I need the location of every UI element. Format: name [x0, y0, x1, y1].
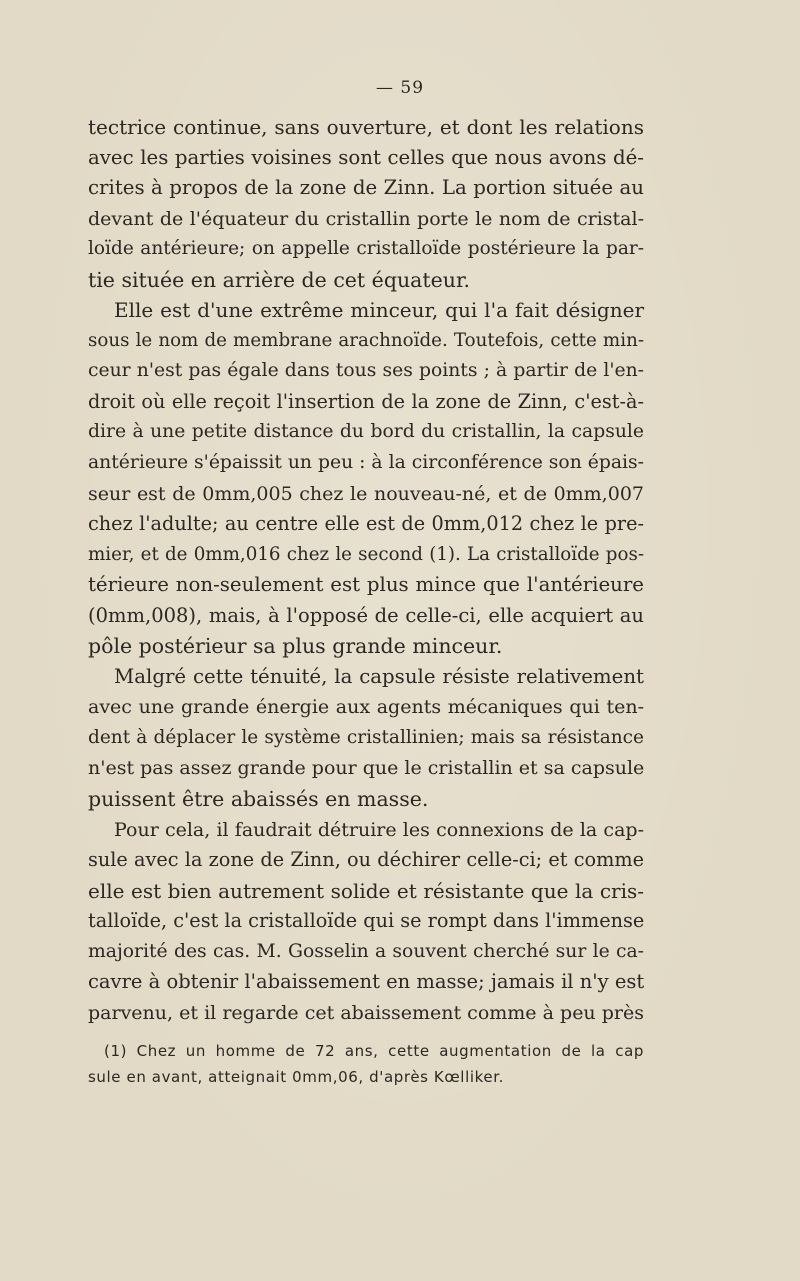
text-line: majorité des cas. M. Gosselin a souvent cherché sur le ca- — [88, 940, 644, 962]
text-line: dire à une petite distance du bord du cristallin, la capsule — [88, 421, 644, 443]
footnote — [88, 1038, 644, 1090]
text-line: seur est de 0mm,005 chez le nouveau-né, et de 0mm,007 — [88, 482, 644, 505]
page-number: — 59 — [375, 78, 425, 98]
text-line: Malgré cette ténuité, la capsule résiste relativement — [114, 664, 644, 688]
text-line: tectrice continue, sans ouverture, et dont les relations — [88, 115, 644, 139]
text-line: Pour cela, il faudrait détruire les connexions de la cap- — [114, 818, 644, 841]
text-line: dent à déplacer le système cristallinien; mais sa résistance — [88, 726, 644, 748]
text-line: sous le nom de membrane arachnoïde. Toutefois, cette min- — [88, 329, 644, 351]
text-line: pôle postérieur sa plus grande minceur. — [88, 634, 503, 659]
text-line: mier, et de 0mm,016 chez le second (1). La cristalloïde pos- — [88, 543, 644, 565]
text-line: crites à propos de la zone de Zinn. La portion située au — [88, 176, 644, 200]
text-line: devant de l'équateur du cristallin porte le nom de cristal- — [88, 207, 644, 230]
text-line: tie située en arrière de cet équateur. — [88, 267, 471, 292]
footnote-line: (1) Chez un homme de 72 ans, cette augmentation de la cap — [104, 1042, 644, 1060]
text-line: avec les parties voisines sont celles que nous avons dé- — [88, 145, 644, 169]
text-line: n'est pas assez grande pour que le cristallin et sa capsule — [88, 757, 645, 780]
footnote-line: sule en avant, atteignait 0mm,06, d'après Kœlliker. — [88, 1068, 504, 1086]
text-line: Elle est d'une extrême minceur, qui l'a fait désigner — [114, 298, 644, 323]
text-line: loïde antérieure; on appelle cristalloïde postérieure la par- — [88, 238, 644, 260]
text-line: elle est bien autrement solide et résistante que la cris- — [88, 878, 644, 903]
text-line: cavre à obtenir l'abaissement en masse; jamais il n'y est — [88, 970, 645, 994]
text-line: chez l'adulte; au centre elle est de 0mm,012 chez le pre- — [88, 512, 644, 536]
text-line: ceur n'est pas égale dans tous ses points ; à partir de l'en- — [88, 360, 644, 382]
text-line: droit où elle reçoit l'insertion de la zone de Zinn, c'est-à- — [88, 389, 644, 413]
text-line: térieure non-seulement est plus mince que l'antérieure — [88, 573, 644, 597]
body-text — [88, 112, 644, 1028]
text-line: parvenu, et il regarde cet abaissement comme à peu près — [88, 1001, 644, 1024]
text-line: antérieure s'épaissit un peu : à la circonférence son épais- — [88, 452, 644, 474]
text-line: (0mm,008), mais, à l'opposé de celle-ci, elle acquiert au — [88, 603, 644, 627]
text-line: avec une grande énergie aux agents mécaniques qui ten- — [88, 696, 644, 719]
text-line: puissent être abaissés en masse. — [88, 787, 429, 812]
text-line: sule avec la zone de Zinn, ou déchirer celle-ci; et comme — [88, 848, 644, 872]
text-line: talloïde, c'est la cristalloïde qui se rompt dans l'immense — [88, 909, 645, 933]
